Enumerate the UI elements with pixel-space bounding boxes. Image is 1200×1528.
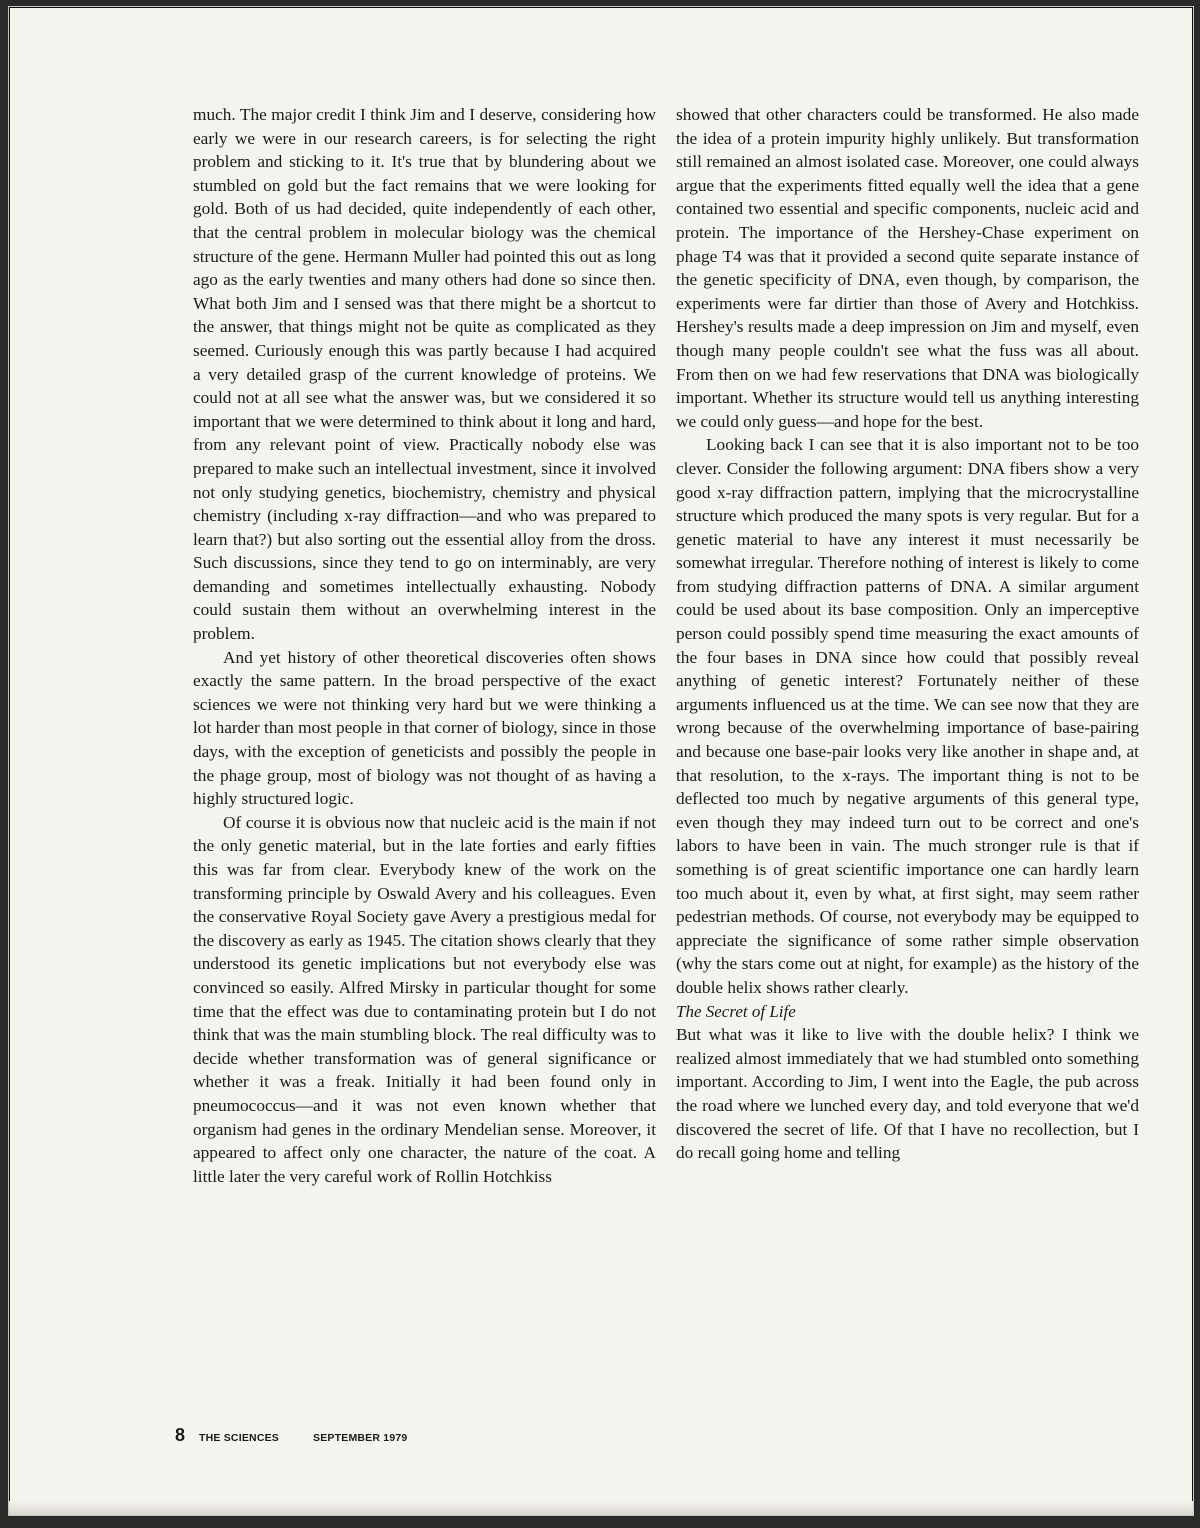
- section-heading: The Secret of Life: [676, 1001, 796, 1021]
- paragraph-1: much. The major credit I think Jim and I deserve, considering how early we were in our research careers, is for selecting the right problem and sticking to it. It's true that by blundering about we stumbled on gold but the fact remains that we were looking for gold. Both of us had decided, quite independently of each other, that the central problem in molecular biology was the chemical structure of the gene. Hermann Muller had pointed this out as long ago as the early twenties and many others had done so since then. What both Jim and I sensed was that there might be a shortcut to the answer, that things might not be quite as complicated as they seemed. Curiously enough this was partly because I had acquired a very detailed grasp of the current knowledge of proteins. We could not at all see what the answer was, but we considered it so important that we were determined to think about it long and hard, from any relevant point of view. Practically nobody else was prepared to make such an intellectual investment, since it involved not only studying genetics, biochemistry, chemistry and physical chemistry (including x-ray diffraction—and who was prepared to learn that?) but also sorting out the essential alloy from the dross. Such discussions, since they tend to go on interminably, are very demanding and sometimes intellectually exhausting. Nobody could sustain them without an overwhelming interest in the problem.: [193, 105, 656, 644]
- document-page: [8, 6, 1194, 1516]
- paragraph-2: And yet history of other theoretical discoveries often shows exactly the same pattern. In the broad perspective of the exact sciences we were not thinking very hard but we were thinking a lot harder than most people in that corner of biology, since in those days, with the exception of geneticists and possibly the people in the phage group, most of biology was not thought of as having a highly structured logic.: [193, 647, 656, 809]
- page-number: 8: [175, 1425, 186, 1445]
- paragraph-6: But what was it like to live with the double helix? I think we realized almost immediately that we had stumbled onto something important. According to Jim, I went into the Eagle, the pub across the road where we lunched every day, and told everyone that we'd discovered the secret of life. Of that I have no recollection, but I do recall going home and telling: [676, 1025, 1139, 1163]
- page-footer: [175, 1425, 407, 1446]
- paragraph-5: Looking back I can see that it is also important not to be too clever. Consider the following argument: DNA fibers show a very good x-ray diffraction pattern, implying that the microcrystalline structure which produced the many spots is very regular. But for a genetic material to have any interest it must necessarily be somewhat irregular. Therefore nothing of interest is likely to come from studying diffraction patterns of DNA. A similar argument could be used about its base composition. Only an imperceptive person could possibly spend time measuring the exact amounts of the four bases in DNA since how could that possibly reveal anything of genetic interest? Fortunately neither of these arguments influenced us at the time. We can see now that they are wrong because of the overwhelming importance of base-pairing and because one base-pair looks very like another in shape and, at that resolution, to the x-rays. The important thing is not to be deflected too much by negative arguments of this general type, even though they may indeed turn out to be correct and one's labors to have been in vain. The much stronger rule is that if something is of great scientific importance one can hardly learn too much about it, even by what, at first sight, may seem rather pedestrian methods. Of course, not everybody may be equipped to appreciate the significance of some rather simple observation (why the stars come out at night, for example) as the history of the double helix shows rather clearly.: [676, 435, 1139, 997]
- publication-name: THE SCIENCES: [199, 1432, 280, 1444]
- issue-date: SEPTEMBER 1979: [313, 1432, 408, 1444]
- right-column: [676, 103, 1139, 1165]
- paragraph-3: Of course it is obvious now that nucleic acid is the main if not the only genetic material, but in the late forties and early fifties this was far from clear. Everybody knew of the work on the transforming principle by Oswald Avery and his colleagues. Even the conservative Royal Society gave Avery a prestigious medal for the discovery as early as 1945. The citation shows clearly that they understood its genetic implications but not everybody else was convinced so easily. Alfred Mirsky in particular thought for some time that the effect was due to contaminating protein but I do not think that was the main stumbling block. The real difficulty was to decide whether transformation was of general significance or whether it was a freak. Initially it had been found only in pneumococcus—and it was not even known whether that organism had genes in the ordinary Mendelian sense. Moreover, it appeared to affect only one character, the nature of the coat. A little later the very careful work of Rollin Hotchkiss: [193, 812, 656, 1186]
- left-column: [193, 103, 656, 1188]
- paragraph-4: showed that other characters could be transformed. He also made the idea of a protein impurity highly unlikely. But transformation still remained an almost isolated case. Moreover, one could always argue that the experiments fitted equally well the idea that a gene contained two essential and specific components, nucleic acid and protein. The importance of the Hershey-Chase experiment on phage T4 was that it provided a second quite separate instance of the genetic specificity of DNA, even though, by comparison, the experiments were far dirtier than those of Avery and Hotchkiss. Hershey's results made a deep impression on Jim and myself, even though many people couldn't see what the fuss was all about. From then on we had few reservations that DNA was biologically important. Whether its structure would tell us anything interesting we could only guess—and hope for the best.: [676, 105, 1139, 431]
